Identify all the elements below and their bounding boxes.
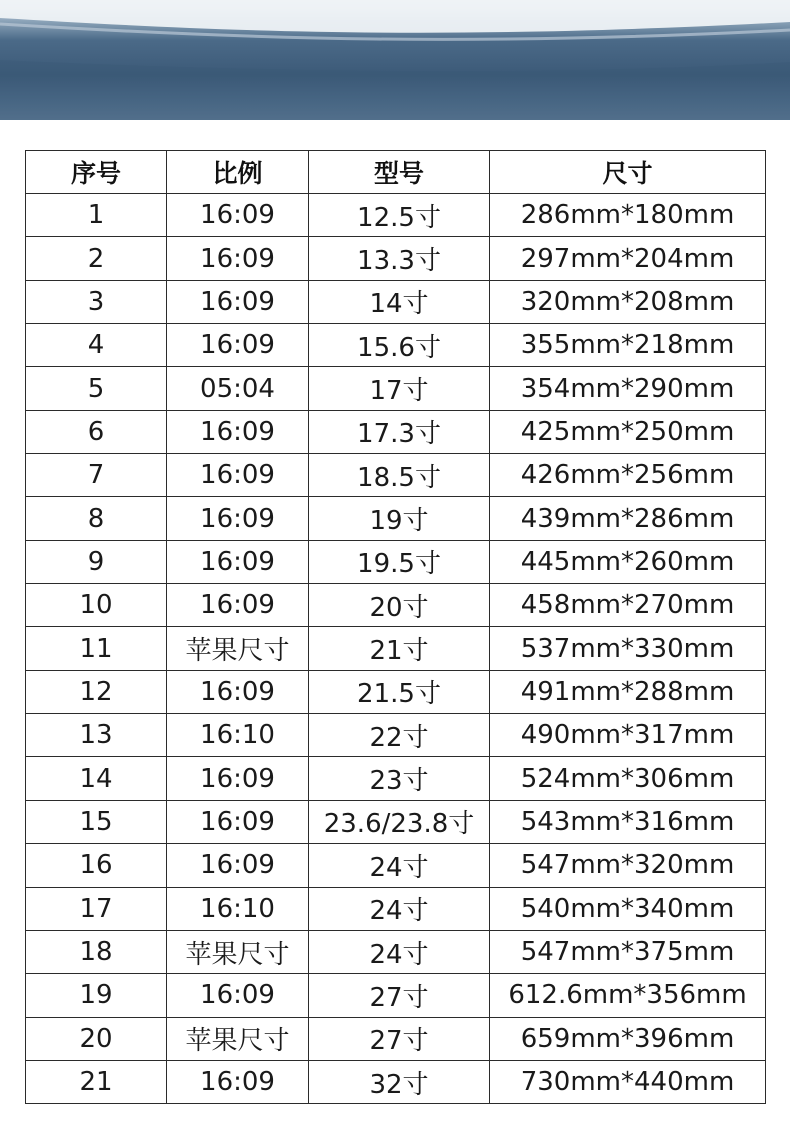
cell-model: 32寸 bbox=[309, 1060, 490, 1103]
cell-dimensions: 439mm*286mm bbox=[490, 497, 766, 540]
cell-dimensions: 540mm*340mm bbox=[490, 887, 766, 930]
cell-index: 6 bbox=[26, 410, 167, 453]
table-row bbox=[26, 1060, 766, 1103]
cell-ratio: 16:09 bbox=[167, 454, 309, 497]
cell-ratio: 16:09 bbox=[167, 497, 309, 540]
cell-ratio: 苹果尺寸 bbox=[167, 1017, 309, 1060]
cell-model: 24寸 bbox=[309, 844, 490, 887]
cell-index: 7 bbox=[26, 454, 167, 497]
cell-dimensions: 491mm*288mm bbox=[490, 670, 766, 713]
cell-dimensions: 458mm*270mm bbox=[490, 584, 766, 627]
cell-model: 21寸 bbox=[309, 627, 490, 670]
cell-ratio: 16:09 bbox=[167, 194, 309, 237]
cell-model: 12.5寸 bbox=[309, 194, 490, 237]
table-row bbox=[26, 540, 766, 583]
cell-index: 5 bbox=[26, 367, 167, 410]
header-ratio: 比例 bbox=[167, 151, 309, 194]
cell-ratio: 16:09 bbox=[167, 844, 309, 887]
cell-model: 18.5寸 bbox=[309, 454, 490, 497]
table-row bbox=[26, 757, 766, 800]
cell-dimensions: 445mm*260mm bbox=[490, 540, 766, 583]
cell-dimensions: 490mm*317mm bbox=[490, 714, 766, 757]
banner-wave-decoration bbox=[0, 0, 790, 120]
cell-index: 20 bbox=[26, 1017, 167, 1060]
cell-index: 16 bbox=[26, 844, 167, 887]
cell-dimensions: 730mm*440mm bbox=[490, 1060, 766, 1103]
cell-ratio: 16:09 bbox=[167, 540, 309, 583]
cell-model: 23.6/23.8寸 bbox=[309, 800, 490, 843]
cell-index: 4 bbox=[26, 324, 167, 367]
cell-ratio: 16:09 bbox=[167, 800, 309, 843]
header-index: 序号 bbox=[26, 151, 167, 194]
cell-model: 17寸 bbox=[309, 367, 490, 410]
cell-model: 15.6寸 bbox=[309, 324, 490, 367]
size-table-container bbox=[25, 150, 765, 1104]
cell-dimensions: 425mm*250mm bbox=[490, 410, 766, 453]
cell-model: 27寸 bbox=[309, 1017, 490, 1060]
cell-dimensions: 426mm*256mm bbox=[490, 454, 766, 497]
cell-ratio: 05:04 bbox=[167, 367, 309, 410]
cell-ratio: 16:09 bbox=[167, 324, 309, 367]
cell-dimensions: 524mm*306mm bbox=[490, 757, 766, 800]
table-row bbox=[26, 670, 766, 713]
cell-model: 24寸 bbox=[309, 887, 490, 930]
cell-index: 3 bbox=[26, 280, 167, 323]
cell-index: 1 bbox=[26, 194, 167, 237]
cell-ratio: 16:09 bbox=[167, 974, 309, 1017]
table-row bbox=[26, 800, 766, 843]
table-row bbox=[26, 497, 766, 540]
cell-model: 14寸 bbox=[309, 280, 490, 323]
header-banner bbox=[0, 0, 790, 120]
cell-model: 20寸 bbox=[309, 584, 490, 627]
table-row bbox=[26, 410, 766, 453]
cell-model: 17.3寸 bbox=[309, 410, 490, 453]
table-header-row bbox=[26, 151, 766, 194]
table-row bbox=[26, 844, 766, 887]
cell-dimensions: 297mm*204mm bbox=[490, 237, 766, 280]
table-row bbox=[26, 280, 766, 323]
cell-dimensions: 286mm*180mm bbox=[490, 194, 766, 237]
cell-ratio: 16:09 bbox=[167, 670, 309, 713]
cell-model: 23寸 bbox=[309, 757, 490, 800]
cell-model: 13.3寸 bbox=[309, 237, 490, 280]
table-row bbox=[26, 584, 766, 627]
cell-ratio: 16:09 bbox=[167, 584, 309, 627]
cell-ratio: 苹果尺寸 bbox=[167, 627, 309, 670]
cell-index: 10 bbox=[26, 584, 167, 627]
cell-dimensions: 355mm*218mm bbox=[490, 324, 766, 367]
table-row bbox=[26, 237, 766, 280]
cell-model: 21.5寸 bbox=[309, 670, 490, 713]
table-row bbox=[26, 194, 766, 237]
cell-index: 15 bbox=[26, 800, 167, 843]
cell-index: 21 bbox=[26, 1060, 167, 1103]
table-row bbox=[26, 930, 766, 973]
cell-dimensions: 537mm*330mm bbox=[490, 627, 766, 670]
header-model: 型号 bbox=[309, 151, 490, 194]
cell-ratio: 16:09 bbox=[167, 410, 309, 453]
cell-index: 19 bbox=[26, 974, 167, 1017]
table-row bbox=[26, 974, 766, 1017]
table-row bbox=[26, 367, 766, 410]
cell-index: 14 bbox=[26, 757, 167, 800]
cell-dimensions: 659mm*396mm bbox=[490, 1017, 766, 1060]
cell-model: 22寸 bbox=[309, 714, 490, 757]
cell-ratio: 16:09 bbox=[167, 757, 309, 800]
cell-dimensions: 547mm*320mm bbox=[490, 844, 766, 887]
screen-size-table bbox=[25, 150, 766, 1104]
cell-index: 13 bbox=[26, 714, 167, 757]
cell-model: 19寸 bbox=[309, 497, 490, 540]
table-row bbox=[26, 887, 766, 930]
cell-ratio: 16:09 bbox=[167, 280, 309, 323]
cell-dimensions: 612.6mm*356mm bbox=[490, 974, 766, 1017]
cell-dimensions: 354mm*290mm bbox=[490, 367, 766, 410]
cell-ratio: 苹果尺寸 bbox=[167, 930, 309, 973]
cell-index: 12 bbox=[26, 670, 167, 713]
table-row bbox=[26, 324, 766, 367]
header-dimensions: 尺寸 bbox=[490, 151, 766, 194]
cell-model: 19.5寸 bbox=[309, 540, 490, 583]
cell-model: 27寸 bbox=[309, 974, 490, 1017]
cell-ratio: 16:09 bbox=[167, 237, 309, 280]
table-body bbox=[26, 194, 766, 1104]
table-row bbox=[26, 714, 766, 757]
table-row bbox=[26, 627, 766, 670]
cell-index: 11 bbox=[26, 627, 167, 670]
cell-ratio: 16:09 bbox=[167, 1060, 309, 1103]
cell-model: 24寸 bbox=[309, 930, 490, 973]
cell-index: 8 bbox=[26, 497, 167, 540]
cell-index: 17 bbox=[26, 887, 167, 930]
table-row bbox=[26, 454, 766, 497]
cell-ratio: 16:10 bbox=[167, 714, 309, 757]
cell-dimensions: 320mm*208mm bbox=[490, 280, 766, 323]
cell-index: 9 bbox=[26, 540, 167, 583]
cell-ratio: 16:10 bbox=[167, 887, 309, 930]
cell-dimensions: 543mm*316mm bbox=[490, 800, 766, 843]
table-row bbox=[26, 1017, 766, 1060]
cell-dimensions: 547mm*375mm bbox=[490, 930, 766, 973]
cell-index: 18 bbox=[26, 930, 167, 973]
cell-index: 2 bbox=[26, 237, 167, 280]
